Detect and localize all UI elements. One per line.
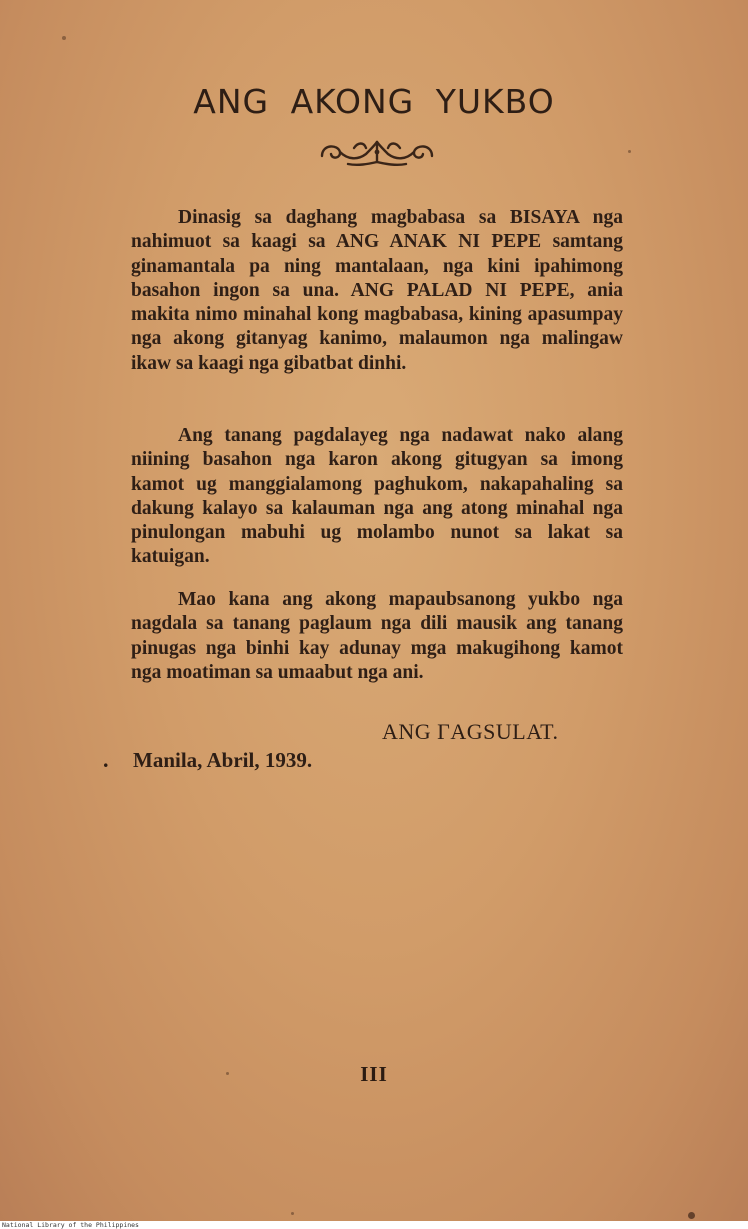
author-signature: ANG ΓAGSULAT. [382,719,559,744]
paper-speck [226,1072,229,1075]
decorative-ornament-icon [318,136,436,170]
dateline: Manila, Abril, 1939. [133,748,313,772]
paper-speck [688,1212,695,1219]
footer-credit: National Library of the Philippines [2,1221,139,1229]
paragraph-2: Ang tanang pagdalayeg nga nadawat nako alang niining basahon nga karon akong gitugyan sa imong kamot ug manggialamong paghukom, nakapahaling sa dakung kalayo sa kalauman nga ang atong minahal nga pinulongan mabuhi ug molambo nunot sa lakat sa katuigan. [131,425,623,568]
paper-speck [628,150,631,153]
paragraph-1: Dinasig sa daghang magbabasa sa BISAYA nga nahimuot sa kaagi sa ANG ANAK NI PEPE samtang ginamantala pa ning mantalaan, nga kini ipahimong basahon ingon sa una. ANG PALAD NI PEPE, ania makita nimo minahal kong magbabasa, kining apasumpay nga akong gitanyag kanimo, malaumon nga malingaw ikaw sa kaagi nga gibatbat dinhi. [131,207,623,374]
page-title: ANG AKONG YUKBO [193,82,555,121]
dateline-bullet: . [103,747,109,772]
page-number: III [360,1062,388,1086]
paragraph-3: Mao kana ang akong mapaubsanong yukbo nga nagdala sa tanang paglaum nga dili mausik ang tanang pinugas nga binhi kay adunay mga makugihong kamot nga moatiman sa umaabut nga ani. [131,589,623,683]
paper-speck [291,1212,294,1215]
paper-speck [62,36,66,40]
